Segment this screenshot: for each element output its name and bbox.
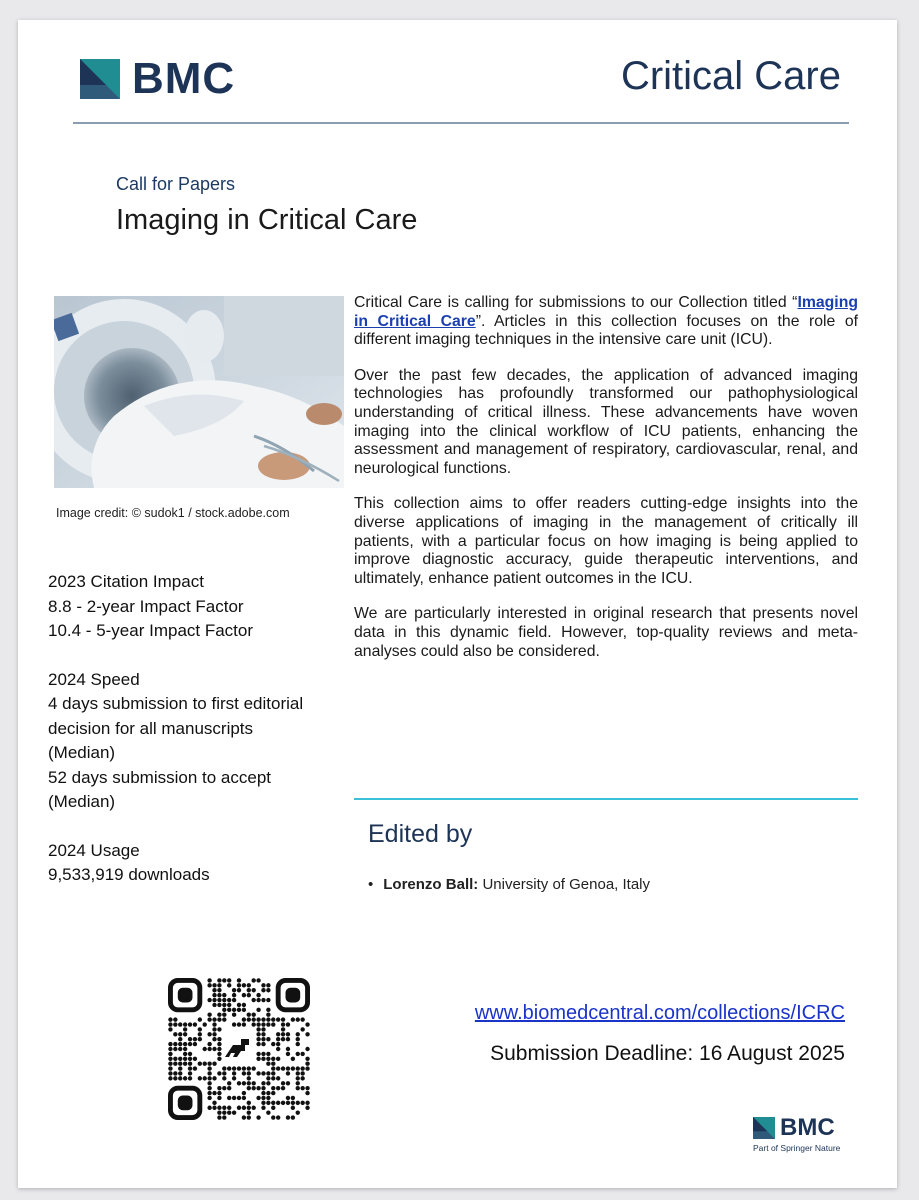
ct-scanner-photo (54, 296, 344, 488)
paragraph-background: Over the past few decades, the application of advanced imaging technologies has profoundly transformed our pathophysiological understanding of critical illness. These advancements have woven imaging into the clinical workflow of ICU patients, enhancing the assessment and management of respiratory, cardiovascular, renal, and neurological functions. (354, 366, 858, 477)
speed-heading: 2024 Speed (48, 669, 140, 689)
bmc-springer-logo (753, 1116, 863, 1158)
speed-accept-line2: (Median) (48, 792, 116, 811)
qr-code-icon[interactable] (168, 978, 310, 1120)
usage-heading: 2024 Usage (48, 840, 140, 860)
paragraph-interest: We are particularly interested in original research that presents novel data in this dynamic field. However, top-quality reviews and meta-analyses could also be considered. (354, 605, 858, 660)
section-divider (354, 798, 858, 800)
citation-impact-heading: 2023 Citation Impact (48, 572, 204, 591)
speed-accept-line1: 52 days submission to accept (48, 767, 272, 787)
collection-description (354, 294, 858, 678)
call-for-papers-label: Call for Papers (116, 174, 236, 194)
intro-text-after: ”. Articles in this collection focuses on the role of different imaging techniques in the intensive care unit (ICU). (354, 312, 858, 349)
paragraph-aims: This collection aims to offer readers cutting-edge insights into the diverse applications of imaging in the management of critically ill patients, with a particular focus on how imaging is being applied to improve diagnostic accuracy, guide therapeutic interventions, and ultimately, enhance patient outcomes in the ICU. (354, 495, 858, 587)
collection-url-link[interactable]: www.biomedcentral.com/collections/ICRC (474, 1002, 845, 1024)
bmc-logo (80, 54, 260, 103)
usage-block (48, 839, 348, 888)
editor-list-item (368, 876, 650, 893)
collection-link[interactable]: Imaging in Critical Care (354, 294, 858, 330)
editor-name: Lorenzo Ball: (383, 876, 479, 893)
speed-first-decision-line1: 4 days submission to first editorial (48, 694, 304, 713)
submission-deadline: Submission Deadline: 16 August 2025 (490, 1042, 845, 1065)
speed-first-decision-line2: decision for all manuscripts (48, 718, 254, 738)
edited-by-heading: Edited by (368, 820, 473, 848)
bmc-small-text: BMC (780, 1114, 835, 1141)
bmc-logo-text: BMC (132, 54, 236, 103)
citation-impact-block (48, 570, 348, 644)
paragraph-intro (354, 294, 858, 350)
journal-title: Critical Care (620, 54, 841, 98)
springer-nature-tagline: Part of Springer Nature (753, 1143, 841, 1153)
bmc-small-mark-icon (753, 1117, 775, 1139)
impact-factor-2yr: 8.8 - 2-year Impact Factor (48, 596, 244, 616)
downloads-count: 9,533,919 downloads (48, 865, 210, 884)
speed-block (48, 668, 348, 815)
impact-factor-5yr: 10.4 - 5-year Impact Factor (48, 621, 254, 640)
bmc-logo-mark-icon (80, 59, 120, 99)
journal-metrics (48, 570, 348, 912)
intro-text-before: Critical Care is calling for submissions to our Collection titled “ (354, 294, 798, 311)
editor-affiliation: University of Genoa, Italy (478, 876, 651, 893)
collection-title: Imaging in Critical Care (116, 204, 418, 236)
image-credit: Image credit: © sudok1 / stock.adobe.com (56, 506, 290, 520)
bullet-icon: • (368, 876, 374, 893)
flyer-page (18, 20, 897, 1188)
header-divider (73, 122, 849, 124)
speed-first-decision-line3: (Median) (48, 743, 116, 762)
